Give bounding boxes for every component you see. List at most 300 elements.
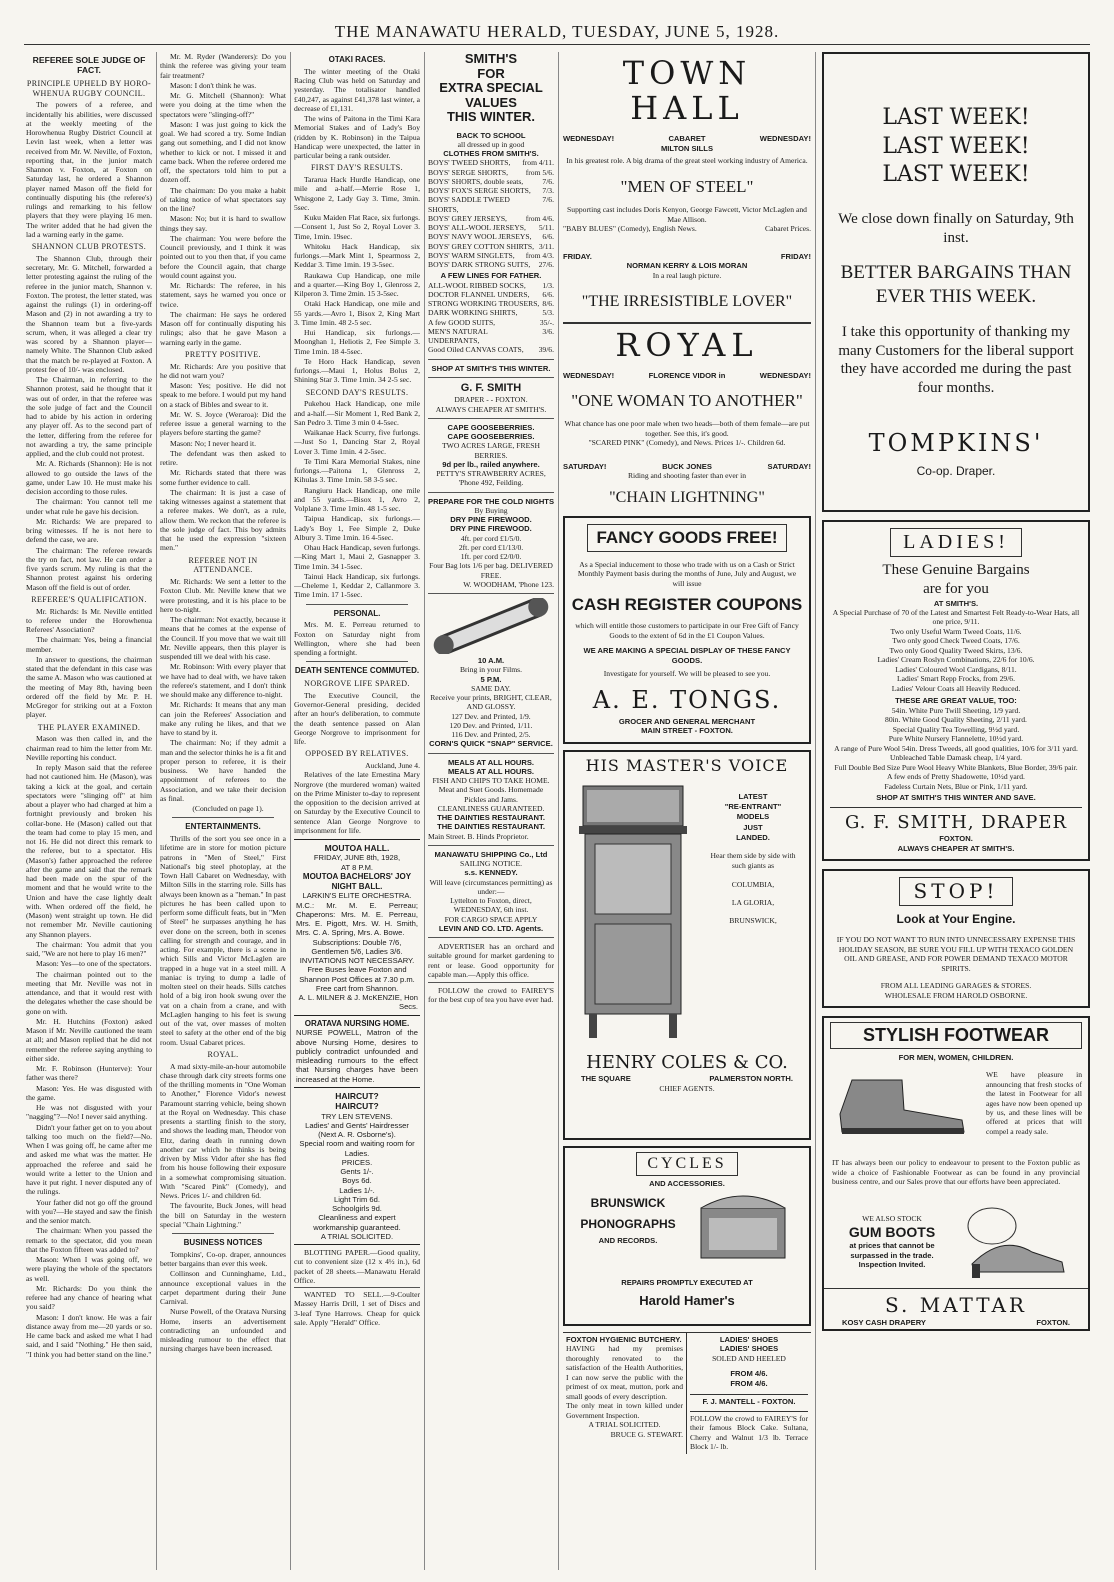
henry-coles-name: HENRY COLES & CO. [586, 1051, 788, 1073]
town-hall-row [563, 134, 811, 143]
ad-line: AT SMITH'S. [933, 598, 979, 608]
divider [428, 377, 554, 378]
paragraph: Relatives of the late Ernestina Mary Norgrove (the murdered woman) waited on the Prime Minister to-day to represent the opposition to the decision arrived at on Saturday by the Executive Council to sentence Alan George Norgrove to imprisonment for life. [294, 770, 420, 835]
price-row [428, 195, 554, 214]
ad-line: We close down finally on Saturday, 9th inst. [838, 210, 1074, 246]
item-price: 5/3. [542, 308, 554, 318]
paragraph: The chairman: The referee rewards the try on fact, not law. He can order a five yards scrum. My ruling is that the Shannon protest against his ordering Mason off the field is out of order. [26, 545, 152, 592]
haircut-ad [294, 1088, 420, 1245]
cycles-text [573, 1196, 683, 1245]
ad-line: MEALS AT ALL HOURS. [447, 757, 535, 767]
section-heading: REFEREE'S QUALIFICATION. [31, 594, 147, 604]
ad-line: Will leave (circumstances permitting) as under:— [429, 877, 553, 896]
paragraph: Mason: Yes. He was disgusted with the game. [26, 1083, 152, 1102]
item-name: BOYS' FOX'S SERGE SHORTS, [428, 186, 531, 196]
paragraph: Your father did not go off the ground with you?—He stayed and saw the finish and the senior match. [26, 1197, 152, 1226]
list-item: Ladies' Coloured Wool Cardigans, 8/11. [895, 664, 1017, 674]
paragraph: Tainui Hack Handicap, six furlongs.—Cheleme 1, Keddar 2, Callanmore 3. Time 1min. 17 1-5sec. [294, 571, 420, 600]
paragraph: Mr. Richards: The referee, in his statement, says he warned you once or twice. [160, 281, 286, 309]
ad-line: WEDNESDAY! [563, 371, 615, 381]
ad-title: HAIRCUT? [335, 1090, 379, 1101]
ad-line: WHOLESALE FROM HAROLD OSBORNE. [884, 990, 1028, 1000]
film-title: "THE IRRESISTIBLE LOVER" [581, 292, 793, 310]
paragraph: Taipua Handicap, six furlongs.—Lady's Boy 1, Fee Simple 2, Duke Albury 3. Time 1min. 16 4-5sec. [294, 514, 420, 542]
paragraph: Mr. Robinson: With every player that we have had to deal with, we have taken the referee's statement, and I don't think we should make any difference to-night. [160, 662, 286, 699]
paragraph: Didn't your father get on to you about talking too much on the field?—No. When I was going off, he came after me and asked me what was the matter. He approached the referee and said he would write a letter to the Union and have it put right. I never disputed any of the rulings. [26, 1122, 152, 1197]
section-heading: ROYAL. [207, 1049, 239, 1059]
ad-title: HAIRCUT? [335, 1101, 379, 1112]
list-item: Special Quality Tea Towelling, 9½d yard. [892, 724, 1020, 734]
section-heading: FIRST DAY'S RESULTS. [310, 163, 404, 173]
ad-line: JUST [743, 822, 763, 832]
divider [428, 359, 554, 360]
ad-line: FRIDAY! [780, 251, 811, 261]
item-name: BOYS' TWEED SHORTS, [428, 158, 511, 168]
star-name: FLORENCE VIDOR in [648, 371, 726, 381]
star-name: NORMAN KERRY & LOIS MORAN [626, 261, 748, 271]
item-price: 6/6. [542, 289, 554, 299]
list-item: A range of Pure Wool 54in. Dress Tweeds, all good qualities, 10/6 for 3/11 yard. [834, 743, 1078, 753]
list-item: A few ends of Pretty Shadowette, 10½d yard. [887, 772, 1025, 782]
paragraph: The defendant was then asked to retire. [160, 448, 286, 467]
paragraph: The Executive Council, the Governor-General presiding, decided after an hour's deliberation, to commute the death sentence passed on Alan George Norgrove to imprisonment for life. [294, 690, 420, 746]
paragraph: Waikanae Hack Scurry, five furlongs.—Just So 1, Dancing Star 2, Royal Lover 3. Time 1min. 4 2-5sec. [294, 428, 420, 456]
royal-row [563, 371, 811, 380]
ad-line: PRICES. [341, 1157, 373, 1167]
price-row [428, 251, 554, 260]
item-price: 7/3. [542, 186, 554, 196]
ad-line: As a Special inducement to those who trade with us on a Cash or Strict Monthly Payment basis during the months of June, July and August, we will issue [577, 559, 797, 588]
ad-line: By Buying [474, 505, 508, 515]
price-item: Ladies 1/-. [339, 1185, 375, 1195]
boys-price-list [428, 158, 554, 269]
ad-line: What chance has one poor male when two heads—both of them female—are put together. See this, it's good. [564, 419, 810, 438]
ad-line: CAPE GOOSEBERRIES. [447, 422, 535, 432]
paragraph: Tompkins', Co-op. draper, announces better bargains than ever this week. [160, 1249, 286, 1268]
ad-line: SHOP AT SMITH'S THIS WINTER. [431, 363, 551, 373]
ad-line: 127 Dev. and Printed, 1/9. [451, 711, 531, 721]
dateline: Auckland, June 4. [365, 761, 420, 770]
price-item: Light Trim 6d. [333, 1194, 380, 1204]
hmv-text [705, 792, 801, 927]
list-item: Two only Useful Warm Tweed Coats, 11/6. [890, 626, 1022, 636]
ad-line: TWO ACRES LARGE, FRESH BERRIES. [442, 441, 540, 460]
ad-line: LEVIN AND CO. LTD. Agents. [438, 923, 544, 933]
paragraph: Otaki Hack Handicap, one mile and 55 yards.—Avro 1, Bisox 2, King Mart 3. Time 1min. 48 2-5 sec. [294, 299, 420, 327]
item-name: BOYS' DARK STRONG SUITS, [428, 260, 531, 270]
phonograph-icon [693, 1188, 793, 1268]
paragraph: (Concluded on page 1). [192, 804, 264, 813]
harold-hamer-name: Harold Hamer's [639, 1293, 735, 1309]
his-masters-voice-ad [563, 750, 811, 1140]
ad-line: FROM ALL LEADING GARAGES & STORES. [880, 981, 1032, 991]
list-item: Ladies' Smart Repp Frocks, from 29/6. [897, 674, 1015, 684]
paragraph: He was not disgusted with your "nagging"?—No! I never said anything. [26, 1103, 152, 1122]
ad-line: are for you [923, 580, 989, 597]
ad-line: HAVING had my premises thoroughly renovated to the satisfaction of the Health Authorities, I can now serve the public with the primest of ox meat, mutton, pork and small goods of every description. [566, 1344, 683, 1401]
ad-title: STOP! [899, 877, 1014, 906]
ad-line: ALWAYS CHEAPER AT SMITH'S. [897, 843, 1015, 853]
ad-line: Special room and waiting room for Ladies. [299, 1139, 415, 1158]
paragraph: Mason: No; I never heard it. [170, 438, 257, 448]
ad-title: LADIES! [890, 528, 1022, 557]
ad-line: REPAIRS PROMPTLY EXECUTED AT [621, 1277, 753, 1287]
divider [428, 753, 554, 754]
ad-line: 1ft. per cord £2/0/0. [460, 552, 522, 562]
ad-line: THE DAINTIES RESTAURANT. [437, 822, 545, 832]
paragraph: Raukawa Cup Handicap, one mile and a quarter.—King Boy 1, Glenross 2, Kilperon 3. Time 2min. 15 3-5sec. [294, 270, 420, 298]
ad-line: THE DAINTIES RESTAURANT. [437, 813, 545, 823]
ad-line: SAILING NOTICE. [459, 859, 522, 869]
item-name: A few GOOD SUITS, [428, 317, 496, 327]
list-item: Ladies' Cream Roslyn Combinations, 22/6 for 10/6. [877, 655, 1035, 665]
item-price: 8/6. [542, 299, 554, 309]
paragraph: The wins of Paitona in the Timi Kara Memorial Stakes and of Lady's Boy (ridden by K. Robinson) in the Taipua Handicap were unexpected, the latter in particular being a rank outsider. [294, 114, 420, 160]
ad-line: PREPARE FOR THE COLD NIGHTS [428, 496, 554, 506]
item-name: BOYS' SHORTS, double seats, [428, 176, 524, 186]
star-name: BUCK JONES [662, 461, 712, 471]
ad-line: A TRIAL SOLICITED. [588, 1420, 661, 1430]
price-row [428, 281, 554, 290]
section-heading: SHANNON CLUB PROTESTS. [31, 242, 147, 252]
ad-line: all dressed up in good [457, 139, 525, 149]
section-heading: THE PLAYER EXAMINED. [37, 722, 141, 732]
section-heading: REFEREE NOT IN ATTENDANCE. [188, 555, 258, 575]
smiths-line: SMITH'S [464, 52, 518, 66]
ad-line: Look at Your Engine. [896, 912, 1016, 927]
moutoa-hall-ad [294, 839, 420, 1016]
ad-line: "BABY BLUES" (Comedy), English News. [563, 224, 697, 234]
ad-line: Free Buses leave Foxton and Shannon Post Offices at 7.30 p.m. Free cart from Shannon. [299, 965, 415, 993]
ladies-shoe-icon [962, 1204, 1072, 1282]
ad-line: SATURDAY! [767, 461, 811, 471]
item-name: Good Oiled CANVAS COATS, [428, 345, 524, 355]
paragraph: Collinson and Cunninghame, Ltd., announce exceptional values in the carpet department during their June Carnival. [160, 1269, 286, 1306]
paragraph: The chairman: When you passed the remark to the spectator, did you mean that the Foxton fifteen was added to? [26, 1226, 152, 1254]
cycles-ad [563, 1146, 811, 1326]
price-row [428, 327, 554, 346]
paragraph: The chairman: Yes, being a financial member. [26, 635, 152, 654]
ad-line: FROM 4/6. [730, 1369, 768, 1379]
ad-line: Subscriptions: Double 7/6, Gentlemen 5/6, Ladies 3/6. [311, 937, 403, 956]
ad-title: FOXTON HYGIENIC BUTCHERY. [566, 1334, 682, 1344]
ad-line: 120 Dev. and Printed, 1/11. [449, 720, 533, 730]
paragraph: The Shannon Club, through their secretary, Mr. G. Mitchell, forwarded a letter protesting against the ruling of the referee in the junior match, Shannon v. Foxton. The protest, the letter stated, was against the rulings (1) in ordering-off Mason and (2) in not awarding a try to the Shannon team but a five-yards scrum, when, it was alleged a clear try was scored by a Shannon player—namely White. The Shannon Club asked that the match be re-played at Foxton. A protest fee of 10/- was enclosed. [26, 253, 152, 374]
divider [306, 604, 408, 605]
ad-line: M.C.: Mr. M. E. Perreau; Chaperons: Mrs. M. E. Perreau, Mrs. E. Pigott, Mrs. W. H. Smith, Mrs. C. A. Spring, Mrs. A. Bowe. [296, 900, 418, 938]
paragraph: Ohau Hack Handicap, seven furlongs.—King Mart 1, Maui 2, Gasnapper 3. Time 1min. 34 1-5sec. [294, 543, 420, 571]
ad-line: 5 P.M. [480, 674, 502, 684]
section-heading-personal: PERSONAL. [333, 608, 381, 618]
ad-line: 116 Dev. and Printed, 2/5. [451, 730, 531, 740]
divider [563, 322, 811, 324]
ad-line: MEALS AT ALL HOURS. [447, 766, 535, 776]
column-1 [26, 52, 152, 1570]
paragraph: Mr. G. Mitchell (Shannon): What were you doing at the time when the spectators were "slinging-off?" [160, 91, 286, 119]
list-item: Full Double Bed Size Pure Wool Heavy White Blankets, Blue Border, 39/6 pair. [834, 762, 1078, 772]
tompkins-name: TOMPKINS' [868, 428, 1044, 457]
ad-line: In a real laugh picture. [652, 270, 722, 280]
column-divider [424, 52, 425, 1570]
ad-line: NURSE POWELL, Matron of the above Nursing Home, desires to publicly contradict unfounded and misleading rumours to the effect that Nursing charges have been increased at the Home. [296, 1028, 418, 1084]
paragraph: Thrills of the sort you see once in a lifetime are in store for motion picture patrons in "Men of Steel," First National's big steel photoplay, at the Town Hall Cabaret on Wednesday, with Milton Sills in the starring role. Sills has always been known as a "heman." In past pictures he has been called upon to perform some difficult feats, but in "Men of Steel" he surpasses anything he has ever done on the screen, both in scenes calling for strength and courage, and in acting. For example, there is a scene in which Sills and Victor McLaglen are trapped in a huge vat in a steel mill. A maniac is trying to dump a ladle of molten steel on their heads. Sills catches hold of a big iron hook swung over the vat on a chain from a crane, and with McLaglen hanging to his feet is swung out of the vat, over masses of molten steel to safety at the other end of the big room. Usual Cabaret prices. [160, 834, 286, 1047]
item-price: 5/11. [538, 223, 554, 233]
ad-line: KOSY CASH DRAPERY [842, 1318, 926, 1328]
paragraph: Rangiuru Hack Handicap, one mile and 55 yards.—Bisox 1, Avro 2, Volplane 3. Time 1min. 48 1-5 sec. [294, 485, 420, 513]
item-price: from 4/6. [525, 213, 554, 223]
texaco-stop-ad [822, 869, 1090, 1008]
ad-line: 2ft. per cord £1/13/0. [458, 542, 524, 552]
paragraph: Mr. H. Hutchins (Foxton) asked Mason if Mr. Neville cautioned the team at all; and Mason replied that he did not remember the referee saying anything to either side. [26, 1016, 152, 1063]
divider [428, 593, 554, 594]
ad-line: SATURDAY! [563, 461, 607, 471]
divider [172, 1233, 274, 1234]
ad-line: FOR CARGO SPACE APPLY [444, 914, 538, 924]
divider [428, 418, 554, 419]
tompkins-ad [822, 52, 1090, 512]
ad-line: Inspection Invited. [858, 1260, 926, 1269]
item-price: from 4/3. [525, 250, 554, 260]
paragraph: Mr. F. Robinson (Hunterve): Your father was there? [26, 1064, 152, 1083]
ad-line: FRIDAY, JUNE 8th, 1928, [313, 853, 401, 863]
item-price: 1/3. [542, 280, 554, 290]
price-row [428, 345, 554, 354]
ad-line: SAME DAY. [471, 683, 511, 693]
paragraph: Nurse Powell, of the Oratava Nursing Home, inserts an advertisement contradicting an unfounded and misleading rumour to the effect that nursing charges have been increased. [160, 1307, 286, 1354]
last-week: LAST WEEK! [882, 162, 1030, 188]
ad-line: FOXTON. [939, 834, 973, 844]
royal-title: ROYAL [615, 325, 759, 364]
item-name: BOYS' WARM SINGLETS, [428, 250, 515, 260]
ad-line: Main Street. B. Hinds Proprietor. [428, 831, 529, 841]
item-price: 3/11. [538, 241, 554, 251]
paragraph: Tararua Hack Hurdle Handicap, one mile and a-half.—Merrie Rose 1, Whisgone 2, Lady Gay 3. Time, 3min. 5sec. [294, 175, 420, 212]
ad-line: IF YOU DO NOT WANT TO RUN INTO UNNECESSARY EXPENSE THIS HOLIDAY SEASON, BE SURE YOU FILL UP WITH TEXACO GOLDEN OIL AND GREASE, AND FOR POWER DEMAND TEXACO MOTOR SPIRITS. [836, 935, 1076, 973]
ad-line: WEDNESDAY! [759, 371, 811, 381]
paragraph: Mr. M. Ryder (Wanderers): Do you think the referee was giving your team fair treatment? [160, 52, 286, 80]
column-divider [558, 52, 559, 1570]
town-hall-extra [563, 224, 811, 233]
boot-icon [832, 1070, 972, 1140]
ad-line: A TRIAL SOLICITED. [320, 1231, 394, 1241]
list-item: Fadeless Curtain Nets, Blue or Pink, 1/11 yard. [884, 781, 1028, 791]
paragraph: Pukehou Hack Handicap, one mile and a-half.—Sir Moment 1, Red Bank 2, San Pedro 3. Time 3 min 0 4-5sec. [294, 399, 420, 427]
paragraph: Mason: I don't think he was. [170, 80, 257, 90]
list-item: 80in. White Good Quality Sheeting, 2/11 yard. [885, 715, 1027, 725]
classified: FOLLOW the crowd to FAIREY'S for the best cup of tea you have ever had. [428, 986, 554, 1005]
paragraph: The chairman pointed out to the meeting that Mr. Neville was not in attendance, and that it would rest with the delegates whether the case should be gone on with. [26, 969, 152, 1016]
kodak-film-illustration [432, 598, 550, 654]
price-row [428, 168, 554, 177]
paragraph: Hui Handicap, six furlongs.—Moonghan 1, Heliotis 2, Fee Simple 3. Time 1min. 18 4-5sec. [294, 328, 420, 356]
ad-line: These Genuine Bargains [882, 562, 1030, 578]
ad-title: MOUTOA HALL. [324, 843, 390, 853]
ad-line: Four Bag lots 1/6 per bag. DELIVERED FREE. [429, 561, 553, 580]
ad-line: 4ft. per cord £1/5/0. [460, 533, 522, 543]
ad-line: LARKIN'S ELITE ORCHESTRA. [302, 891, 412, 901]
ad-title: ORATAVA NURSING HOME. [304, 1018, 410, 1028]
ad-line: PETTY'S STRAWBERRY ACRES, 'Phone 492, Feilding. [436, 469, 546, 488]
ad-line: CORN'S QUICK "SNAP" SERVICE. [429, 739, 553, 749]
mattar-footer [824, 1288, 1088, 1327]
cash-coupons-heading: CASH REGISTER COUPONS [571, 595, 803, 615]
ad-line: 9d per lb., railed anywhere. [442, 459, 540, 469]
paragraph: Te Horo Hack Handicap, seven furlongs.—Maui 1, Holus Bolus 2, Shining Star 3. Time 1min. 34 2-5 sec. [294, 356, 420, 385]
ad-line: CLEANLINESS GUARANTEED. [437, 803, 545, 813]
ad-line: LATEST [738, 791, 768, 801]
list-item: Unbleached Table Damask cheap, 1/4 yard. [890, 753, 1022, 763]
column-divider [156, 52, 157, 1570]
paragraph: The powers of a referee, and incidentally his abilities, were discussed at the weekly meeting of the Horowhenua Rugby District Council at Levin last week, when a letter was received from Mr. W. Neville, of Foxton, reporting that, in the junior match Shannon v. Foxton, at Foxton on Saturday last, he ordered a Shannon player named Mason off the field for continually disputing his (the referee's) rulings and remarking to his fellow players that they were playing 16 men. The writer added that he had given the lad a warning early in the game. [26, 100, 152, 239]
film-title: "ONE WOMAN TO ANOTHER" [571, 390, 803, 410]
ad-line: Cabaret Prices. [765, 224, 811, 234]
price-row [428, 177, 554, 186]
shoes-ad [687, 1333, 811, 1454]
mattar-name: S. MATTAR [885, 1293, 1027, 1318]
paragraph: The chairman: Not exactly, because it means that he comes at the expense of the Council. If you move that we wait till Mr. Neville appears, then this player is suspended till we deal with his case. [160, 615, 286, 661]
ad-line: Hear them side by side with such giants as [710, 851, 796, 871]
ad-line: INVITATIONS NOT NECESSARY. [299, 956, 415, 966]
film-roll-icon [432, 598, 550, 654]
gramophone-icon [575, 782, 691, 1042]
ad-line [824, 1318, 1088, 1327]
paragraph: The winter meeting of the Otaki Racing Club was held on Saturday and yesterday. The totalisator handled £40,247, as against £41,378 last winter, a decrease of £1,131. [294, 66, 420, 113]
few-lines-heading: A FEW LINES FOR FATHER. [440, 271, 542, 281]
oratava-nursing-ad [294, 1016, 420, 1088]
smiths-headline [428, 52, 554, 125]
item-price: 39/6. [538, 345, 554, 355]
price-item: Schoolgirls 9d. [332, 1204, 382, 1214]
paragraph: The Chairman, in referring to the Shannon protest, said he thought that it was out of order, in that the referee was the sole judge of fact and the Council had to abide by his action in ordering any player off. As to the second part of the letter, differing from the referee for not awarding a try, the same principle applied, and the club could not protest. [26, 375, 152, 459]
item-price: 7/6. [542, 195, 554, 205]
ad-line: IT has always been our policy to endeavour to present to the Foxton public as wide a choice of Fashionable Footwear as can be found in any provincial business centre, and our Sales prove that our efforts have been appreciated. [832, 1158, 1080, 1187]
item-name: ALL-WOOL RIBBED SOCKS, [428, 280, 526, 290]
paragraph: The chairman: You admit that you said, "We are not here to play 16 men?" [26, 939, 152, 959]
column-divider [815, 52, 816, 1570]
ad-line: COLUMBIA, [731, 879, 775, 889]
smiths-line: VALUES [465, 94, 517, 110]
ad-line: Bring in your Films. [459, 665, 523, 675]
star-name: MILTON SILLS [660, 143, 714, 153]
article-title-death-sentence: DEATH SENTENCE COMMUTED. [294, 666, 420, 676]
ad-line: Investigate for yourself. We will be pleased to see you. [603, 669, 771, 679]
ad-line: MAIN STREET - FOXTON. [641, 726, 733, 736]
ad-line: A. L. MILNER & J. McKENZIE, Hon Secs. [298, 993, 418, 1012]
list-item: Ladies' Velour Coats all Heavily Reduced. [891, 683, 1021, 693]
ad-line: WE ALSO STOCK [862, 1214, 922, 1224]
ad-line: F. J. MANTELL - FOXTON. [690, 1394, 808, 1406]
price-item: Boys 6d. [342, 1176, 372, 1186]
ad-line: LA GLORIA, [731, 897, 775, 907]
ad-line: AND RECORDS. [598, 1235, 658, 1245]
ad-title: STYLISH FOOTWEAR [830, 1022, 1082, 1049]
right-ads-block [822, 52, 1090, 1570]
article-subtitle: NORGROVE LIFE SPARED. [304, 679, 410, 688]
price-row [428, 158, 554, 167]
price-row [428, 214, 554, 223]
ad-line: 10 A.M. [477, 656, 505, 666]
town-hall-row [563, 252, 811, 261]
item-name: BOYS' GREY JERSEYS, [428, 213, 507, 223]
stylish-footwear-ad [822, 1016, 1090, 1331]
ad-line: DRY PINE FIREWOOD. [450, 515, 532, 525]
masthead: THE MANAWATU HERALD, TUESDAY, JUNE 5, 1928. [334, 22, 780, 41]
list-item: Two only good Check Tweed Coats, 17/6. [892, 636, 1020, 646]
paragraph: A mad sixty-mile-an-hour automobile chase through dark city streets forms one of the thrilling moments in "One Woman to Another," Florence Vidor's newest Paramount starring vehicle, being shown at the Royal on Wednesday. This chase presents a startling finish to the story, and shows the leading man, Theodor von Eltz, daring death in running down another car which he thinks is being driven by Miss Vidor after she has fled from his house following their exposure in a somewhat compromising situation. With "Scared Pink" (Comedy), and News. Prices 1/- and children 6d. [160, 1061, 286, 1200]
classified: FOLLOW the crowd to FAIREY'S for their famous Block Cake. Sultana, Cherry and Walnut 1/3 lb. Terrace Block 1/- lb. [690, 1411, 808, 1452]
item-price: from 4/11. [522, 158, 554, 168]
item-price: 27/6. [538, 260, 554, 270]
column-4 [428, 52, 554, 1570]
paragraph: Mason: No; but it is hard to swallow things they say. [160, 214, 286, 233]
ad-title: FANCY GOODS FREE! [587, 524, 786, 551]
paragraph: Mason was then called in, and the chairman read to him the letter from Mr. Neville reporting his conduct. [26, 734, 152, 762]
price-row [428, 290, 554, 299]
ad-line: PALMERSTON NORTH. [709, 1074, 793, 1084]
paragraph: Mr. Richards: We sent a letter to the Foxton Club. Mr. Neville knew that we were protesting, and it is his place to be here to-night. [160, 577, 286, 614]
divider [294, 1287, 420, 1288]
ad-line: BRUCE G. STEWART. [610, 1429, 683, 1439]
section-heading-business: BUSINESS NOTICES [183, 1238, 263, 1247]
ad-line: FRIDAY. [563, 251, 592, 261]
section-heading: PRETTY POSITIVE. [185, 349, 261, 359]
paragraph: Mr. Richards: Do you think the referee had any chance of hearing what you said? [26, 1283, 152, 1312]
ad-line: WE ARE MAKING A SPECIAL DISPLAY OF THESE FANCY GOODS. [583, 646, 791, 665]
paragraph: Mason: Yes; positive. He did not speak to me before. I would put my hand on a stack of Bibles and swear to it. [160, 381, 286, 409]
ad-line: WE have pleasure in announcing that fresh stocks of the latest in Footwear for all ages have now been opened up by us, and these lines will be offered at prices that will compel a ready sale. [986, 1070, 1082, 1136]
paragraph: Mr. Richards: We are prepared to bring witnesses. If he is not here to defend the case, we are. [26, 516, 152, 545]
masthead-rule [24, 44, 1090, 45]
paragraph: Mrs. M. E. Perreau returned to Foxton on Saturday night from Wellington, where she had been spending a fortnight. [294, 620, 420, 657]
paragraph: Mr. Richards stated that there was some further evidence to call. [160, 468, 286, 487]
ad-line: FOXTON. [1036, 1318, 1070, 1328]
ad-line: TRY LEN STEVENS. [321, 1111, 393, 1121]
ad-line: Supporting cast includes Doris Kenyon, George Fawcett, Victor McLaglen and Mae Allison. [567, 205, 807, 224]
paragraph: Mr. W. S. Joyce (Weraroa): Did the referee issue a general warning to the players before starting the game? [160, 409, 286, 438]
item-price: 6/6. [542, 232, 554, 242]
divider [428, 937, 554, 938]
ad-line: DRY PINE FIREWOOD. [450, 524, 532, 534]
ad-line: FOR MEN, WOMEN, CHILDREN. [898, 1052, 1014, 1062]
paragraph: Whitoku Hack Handicap, six furlongs.—Mark Mint 1, Spearmoss 2, Keddar 3. Time 1min. 19 3-5sec. [294, 241, 420, 270]
divider [306, 661, 408, 662]
section-heading-entertainments: ENTERTAINMENTS. [185, 822, 261, 832]
column-2 [160, 52, 286, 1570]
ad-line: THE SQUARE [581, 1074, 631, 1084]
price-row [428, 242, 554, 251]
paragraph: Mr. Richards: Are you positive that he did not warn you? [160, 361, 286, 380]
item-name: STRONG WORKING TROUSERS, [428, 299, 540, 309]
item-price: 7/6. [542, 176, 554, 186]
ad-line: WEDNESDAY! [759, 134, 811, 144]
ladies-list [830, 608, 1082, 693]
ad-line: THESE ARE GREAT VALUE, TOO: [895, 696, 1017, 706]
price-item: Gents 1/-. [340, 1167, 374, 1177]
gf-smith-name: G. F. SMITH [460, 381, 522, 394]
ad-line: which will entitle those customers to participate in our Free Gift of Fancy Goods to the extent of 6d in the £1 Coupon Values. [575, 621, 799, 640]
ad-line: BETTER BARGAINS THAN EVER THIS WEEK. [840, 262, 1072, 308]
item-name: DARK WORKING SHIRTS, [428, 308, 518, 318]
list-item: Pure White Nursery Flannelette, 10½d yard. [888, 734, 1024, 744]
price-row [428, 308, 554, 317]
ad-line: Riding and shooting faster than ever in [627, 470, 747, 480]
ad-line: CLOTHES FROM SMITH'S. [443, 149, 539, 159]
list-item: Two only Good Quality Tweed Skirts, 13/6. [889, 645, 1023, 655]
ad-line: FROM 4/6. [730, 1378, 768, 1388]
ad-line: BRUNSWICK, [729, 916, 777, 926]
men-price-list [428, 281, 554, 355]
ad-event: MOUTOA BACHELORS' JOY NIGHT BALL. [302, 871, 412, 891]
